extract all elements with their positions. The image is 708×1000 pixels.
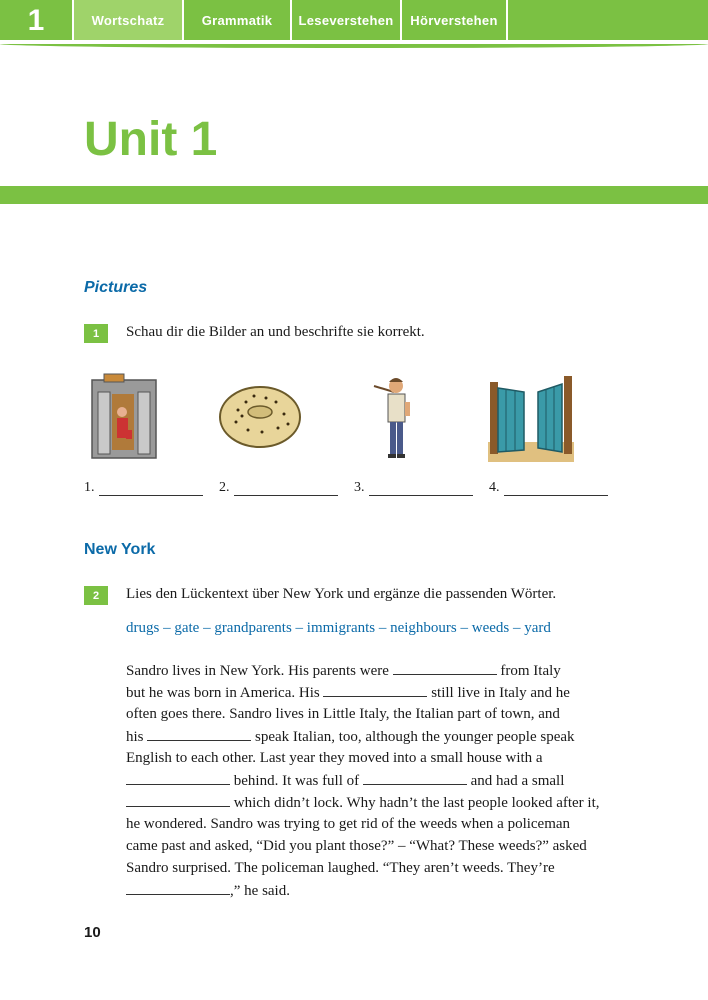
gap-blank[interactable] bbox=[126, 769, 230, 785]
text-line: his speak Italian, too, although the younger people speak bbox=[126, 725, 666, 747]
page-title: Unit 1 bbox=[84, 113, 218, 166]
text-line: behind. It was full of and had a small bbox=[126, 769, 666, 791]
answer-blank-1[interactable]: 1. bbox=[84, 480, 203, 496]
text-line: Sandro surprised. The policeman laughed. “They aren’t weeds. They’re bbox=[126, 860, 555, 876]
text-line: Sandro lives in New York. His parents were from Italy bbox=[126, 659, 666, 681]
tab-wortschatz[interactable]: Wortschatz bbox=[72, 0, 182, 40]
tab-hoerverstehen[interactable]: Hörverstehen bbox=[400, 0, 508, 40]
text-line: often goes there. Sandro lives in Little Italy, the Italian part of town, and bbox=[126, 706, 560, 722]
divider bbox=[0, 44, 708, 48]
answer-blank-4[interactable]: 4. bbox=[489, 480, 608, 496]
section-title-pictures: Pictures bbox=[84, 279, 148, 296]
text-line: but he was born in America. His still live in Italy and he bbox=[126, 681, 666, 703]
text-line: English to each other. Last year they moved into a small house with a bbox=[126, 750, 543, 766]
answer-blank-2[interactable]: 2. bbox=[219, 480, 338, 496]
exercise-instruction: Lies den Lückentext über New York und ergänze die passenden Wörter. bbox=[126, 586, 557, 602]
exercise-number: 1 bbox=[84, 324, 108, 343]
text-line: came past and asked, “Did you plant those?” – “What? These weeds?” asked bbox=[126, 838, 587, 854]
unit-number: 1 bbox=[27, 4, 45, 37]
divider bbox=[0, 40, 708, 42]
gap-blank[interactable] bbox=[126, 879, 230, 895]
tab-leseverstehen[interactable]: Leseverstehen bbox=[290, 0, 400, 40]
gap-blank[interactable] bbox=[363, 769, 467, 785]
text-line: he wondered. Sandro was trying to get rid of the weeds when a policeman bbox=[126, 816, 571, 832]
word-bank: drugs – gate – grandparents – immigrants – neighbours – weeds – yard bbox=[126, 620, 551, 636]
section-title-new-york: New York bbox=[84, 541, 156, 558]
gap-blank[interactable] bbox=[323, 681, 427, 697]
gate-icon bbox=[488, 372, 578, 467]
page-number: 10 bbox=[84, 924, 101, 941]
gap-blank[interactable] bbox=[126, 791, 230, 807]
text-line: which didn’t lock. Why hadn’t the last people looked after it, bbox=[126, 791, 666, 813]
answer-blank-3[interactable]: 3. bbox=[354, 480, 473, 496]
gap-blank[interactable] bbox=[147, 725, 251, 741]
tab-grammatik[interactable]: Grammatik bbox=[182, 0, 290, 40]
text-line: ,” he said. bbox=[126, 879, 666, 901]
bagel-icon bbox=[218, 372, 308, 467]
worker-icon bbox=[352, 372, 442, 467]
gap-text bbox=[126, 659, 666, 901]
top-navigation-bar bbox=[0, 0, 708, 42]
gap-blank[interactable] bbox=[393, 659, 497, 675]
lift-icon bbox=[84, 372, 174, 467]
title-band bbox=[0, 186, 708, 204]
exercise-instruction: Schau dir die Bilder an und beschrifte sie korrekt. bbox=[126, 324, 425, 340]
exercise-number: 2 bbox=[84, 586, 108, 605]
